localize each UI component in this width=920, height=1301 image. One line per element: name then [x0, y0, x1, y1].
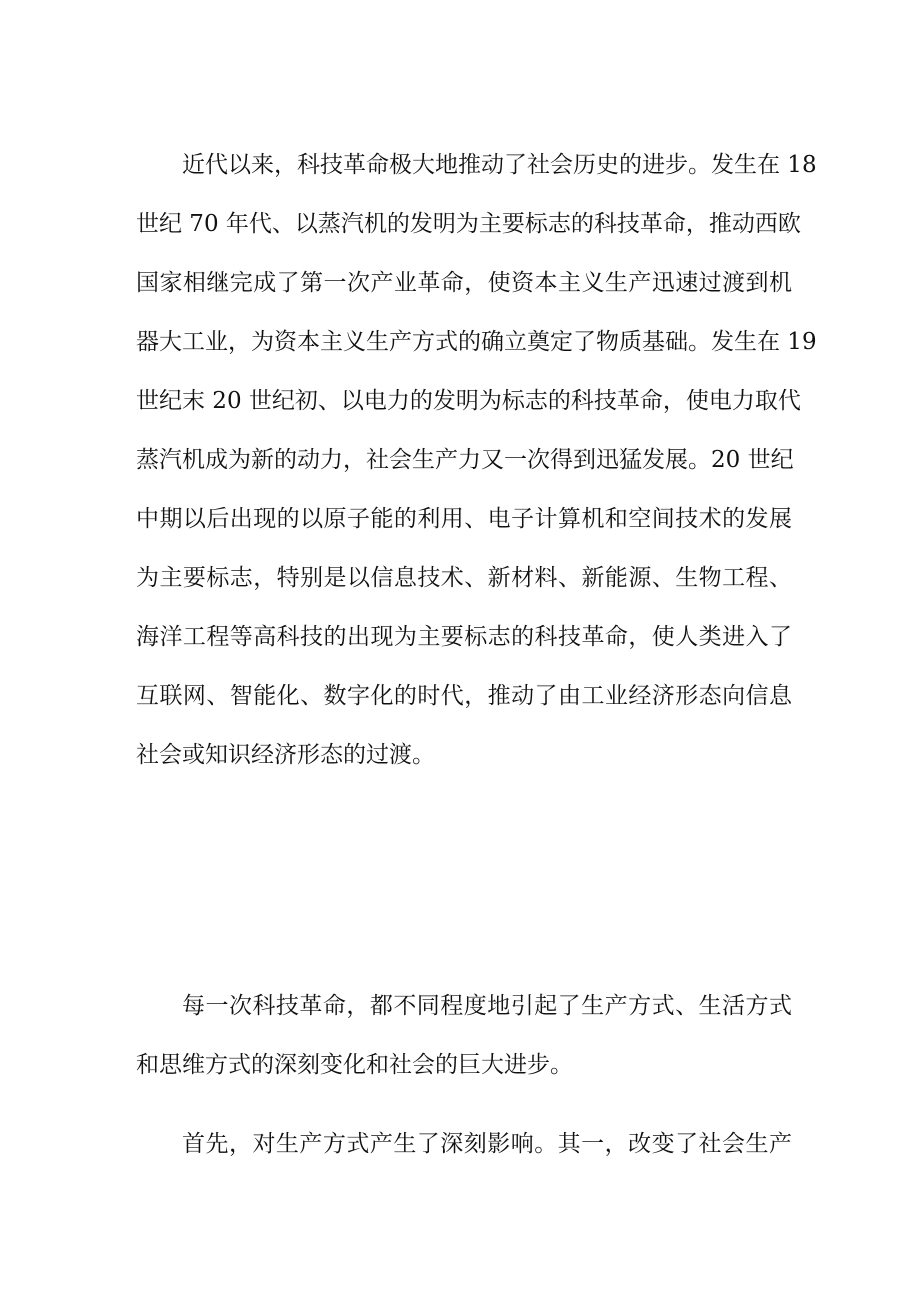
paragraph-line: 中期以后出现的以原子能的利用、电子计算机和空间技术的发展: [136, 506, 792, 532]
paragraph-2: [136, 977, 792, 1095]
paragraph-line: 海洋工程等高科技的出现为主要标志的科技革命，使人类进入了: [136, 624, 792, 650]
paragraph-line: 世纪 70 年代、以蒸汽机的发明为主要标志的科技革命，推动西欧: [136, 211, 801, 237]
paragraph-1: [136, 136, 817, 785]
paragraph-line: 世纪末 20 世纪初、以电力的发明为标志的科技革命，使电力取代: [136, 388, 801, 414]
paragraph-line: 和思维方式的深刻变化和社会的巨大进步。: [136, 1052, 573, 1078]
paragraph-line: 为主要标志，特别是以信息技术、新材料、新能源、生物工程、: [136, 565, 792, 591]
paragraph-line: 国家相继完成了第一次产业革命，使资本主义生产迅速过渡到机: [136, 270, 792, 296]
paragraph-line: 蒸汽机成为新的动力，社会生产力又一次得到迅猛发展。20 世纪: [136, 447, 794, 473]
paragraph-line: 器大工业，为资本主义生产方式的确立奠定了物质基础。发生在 19: [136, 329, 817, 355]
paragraph-line: 每一次科技革命，都不同程度地引起了生产方式、生活方式: [182, 993, 792, 1019]
paragraph-line: 社会或知识经济形态的过渡。: [136, 742, 435, 768]
paragraph-line: 近代以来，科技革命极大地推动了社会历史的进步。发生在 18: [182, 152, 817, 178]
paragraph-line: 首先，对生产方式产生了深刻影响。其一，改变了社会生产: [182, 1131, 792, 1157]
paragraph-line: 互联网、智能化、数字化的时代，推动了由工业经济形态向信息: [136, 683, 792, 709]
paragraph-3: [136, 1115, 792, 1174]
